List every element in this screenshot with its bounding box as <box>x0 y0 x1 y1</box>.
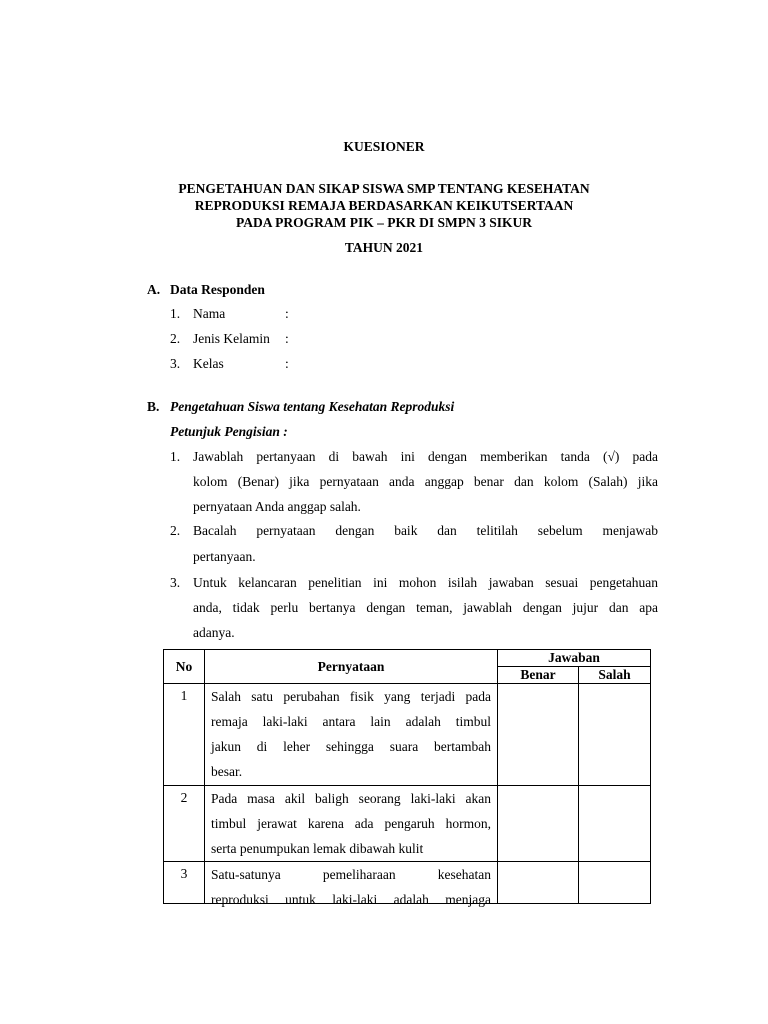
table-row <box>164 862 651 904</box>
statement-line: serta penumpukan lemak dibawah kulit <box>211 841 424 856</box>
answer-true-cell[interactable] <box>498 684 579 786</box>
document-title: KUESIONER <box>343 139 425 154</box>
instruction-line: adanya. <box>193 625 235 640</box>
header-no: No <box>164 650 205 684</box>
statement-line: jakun di leher sehingga suara bertambah <box>211 739 491 754</box>
subtitle-line-3: PADA PROGRAM PIK – PKR DI SMPN 3 SIKUR <box>236 215 532 230</box>
field-colon: : <box>285 356 289 371</box>
header-answer: Jawaban <box>498 650 651 667</box>
table-row <box>164 786 651 862</box>
field-number: 1. <box>170 306 181 321</box>
table-row <box>164 684 651 786</box>
statement-line: Satu-satunya pemeliharaan kesehatan <box>211 867 491 882</box>
field-number: 3. <box>170 356 181 371</box>
questionnaire-table <box>163 649 651 907</box>
section-b-heading: Pengetahuan Siswa tentang Kesehatan Reproduksi <box>170 399 455 414</box>
subtitle-line-1: PENGETAHUAN DAN SIKAP SISWA SMP TENTANG KESEHATAN <box>178 181 590 196</box>
header-true: Benar <box>498 667 579 684</box>
row-number: 1 <box>164 684 205 786</box>
statement-cell <box>205 786 498 862</box>
answer-true-cell[interactable] <box>498 862 579 904</box>
statement-line: Pada masa akil baligh seorang laki-laki akan <box>211 791 491 806</box>
field-label: Nama <box>193 306 226 321</box>
answer-true-cell[interactable] <box>498 786 579 862</box>
section-a-letter: A. <box>147 282 161 297</box>
statement-line: Salah satu perubahan fisik yang terjadi pada <box>211 689 491 704</box>
instructions-heading: Petunjuk Pengisian : <box>170 424 288 439</box>
answer-false-cell[interactable] <box>579 684 651 786</box>
row-number: 3 <box>164 862 205 904</box>
statement-cell <box>205 862 498 907</box>
statement-line: besar. <box>211 764 243 779</box>
header-false: Salah <box>579 667 651 684</box>
instruction-line: pertanyaan. <box>193 549 256 564</box>
instruction-line: kolom (Benar) jika pernyataan anda anggap benar dan kolom (Salah) jika <box>193 474 658 489</box>
field-label: Jenis Kelamin <box>193 331 270 346</box>
field-colon: : <box>285 331 289 346</box>
answer-false-cell[interactable] <box>579 786 651 862</box>
instruction-number: 2. <box>170 523 181 538</box>
section-b-letter: B. <box>147 399 160 414</box>
instruction-line: Untuk kelancaran penelitian ini mohon isilah jawaban sesuai pengetahuan <box>193 575 658 590</box>
table-header-row <box>164 650 651 667</box>
instruction-line: anda, tidak perlu bertanya dengan teman, jawablah dengan jujur dan apa <box>193 600 658 615</box>
instruction-number: 1. <box>170 449 181 464</box>
statement-line: remaja laki-laki antara lain adalah timbul <box>211 714 491 729</box>
instruction-line: pernyataan Anda anggap salah. <box>193 499 361 514</box>
header-statement: Pernyataan <box>205 650 498 684</box>
field-colon: : <box>285 306 289 321</box>
section-a-heading: Data Responden <box>170 282 265 297</box>
statement-line: reproduksi untuk laki-laki adalah menjaga <box>211 892 491 907</box>
instruction-line: Bacalah pernyataan dengan baik dan telitilah sebelum menjawab <box>193 523 658 538</box>
row-number: 2 <box>164 786 205 862</box>
field-number: 2. <box>170 331 181 346</box>
instruction-line: Jawablah pertanyaan di bawah ini dengan memberikan tanda (√) pada <box>193 449 658 464</box>
statement-cell <box>205 684 498 786</box>
statement-line: timbul jerawat karena ada pengaruh hormon, <box>211 816 491 831</box>
field-label: Kelas <box>193 356 224 371</box>
instruction-number: 3. <box>170 575 181 590</box>
answer-false-cell[interactable] <box>579 862 651 904</box>
subtitle-line-2: REPRODUKSI REMAJA BERDASARKAN KEIKUTSERTAAN <box>194 198 574 213</box>
year-heading: TAHUN 2021 <box>344 240 424 255</box>
